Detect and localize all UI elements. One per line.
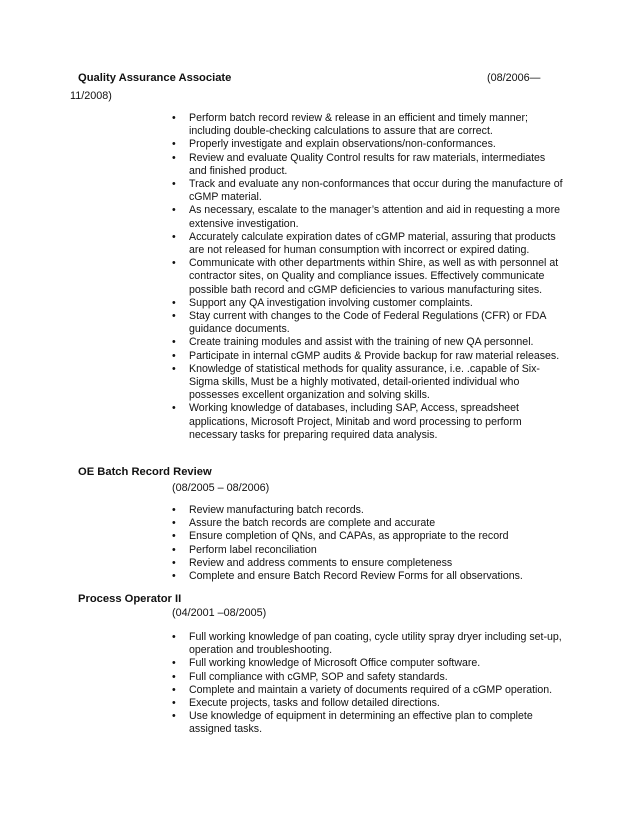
list-item: • Assure the batch records are complete and accurate	[172, 517, 564, 530]
list-item: • As necessary, escalate to the manager’s attention and aid in requesting a more extensive investigation.	[172, 204, 564, 230]
list-item: • Review manufacturing batch records.	[172, 504, 564, 517]
list-item: • Review and address comments to ensure completeness	[172, 557, 564, 570]
list-item: • Properly investigate and explain observations/non-conformances.	[172, 138, 564, 151]
job-date-start: (08/2006—	[487, 72, 541, 84]
list-item: • Perform label reconciliation	[172, 544, 564, 557]
list-item: • Execute projects, tasks and follow detailed directions.	[172, 697, 564, 710]
list-item: • Perform batch record review & release in an efficient and timely manner; including double-checking calculations to assure that are correct.	[172, 112, 564, 138]
job-bullets-process-operator	[172, 631, 564, 737]
job-title-process-operator: Process Operator II	[78, 593, 182, 605]
job-date-range: (04/2001 –08/2005)	[172, 607, 267, 619]
list-item: • Ensure completion of QNs, and CAPAs, as appropriate to the record	[172, 530, 564, 543]
list-item: • Create training modules and assist with the training of new QA personnel.	[172, 336, 564, 349]
job-date-end: 11/2008)	[70, 90, 112, 102]
list-item: • Full compliance with cGMP, SOP and safety standards.	[172, 671, 564, 684]
list-item: • Communicate with other departments within Shire, as well as with personnel at contractor sites, on Quality and compliance issues. Effectively communicate possible bath record and cGMP deficiencies to various manufacturing sites.	[172, 257, 564, 297]
job-date-range: (08/2005 – 08/2006)	[172, 482, 270, 494]
list-item: • Stay current with changes to the Code of Federal Regulations (CFR) or FDA guidance documents.	[172, 310, 564, 336]
list-item: • Participate in internal cGMP audits & Provide backup for raw material releases.	[172, 350, 564, 363]
list-item: • Review and evaluate Quality Control results for raw materials, intermediates and finished product.	[172, 152, 564, 178]
job-bullets-qa-associate	[172, 112, 564, 442]
list-item: • Track and evaluate any non-conformances that occur during the manufacture of cGMP material.	[172, 178, 564, 204]
list-item: • Full working knowledge of Microsoft Office computer software.	[172, 657, 564, 670]
list-item: • Knowledge of statistical methods for quality assurance, i.e. .capable of Six-Sigma skills, Must be a highly motivated, detail-oriented individual who possesses excellent organization and solving skills.	[172, 363, 564, 403]
list-item: • Use knowledge of equipment in determining an effective plan to complete assigned tasks.	[172, 710, 564, 736]
list-item: • Accurately calculate expiration dates of cGMP material, assuring that products are not released for human consumption with incorrect or expired dating.	[172, 231, 564, 257]
list-item: • Working knowledge of databases, including SAP, Access, spreadsheet applications, Microsoft Project, Minitab and word processing to perform necessary tasks for preparing required data analysis.	[172, 402, 564, 442]
job-title-oe-batch-record-review: OE Batch Record Review	[78, 466, 212, 478]
list-item: • Full working knowledge of pan coating, cycle utility spray dryer including set-up, operation and troubleshooting.	[172, 631, 564, 657]
list-item: • Support any QA investigation involving customer complaints.	[172, 297, 564, 310]
job-bullets-oe-batch-record-review	[172, 504, 564, 583]
job-title-qa-associate: Quality Assurance Associate	[78, 72, 232, 84]
list-item: • Complete and ensure Batch Record Review Forms for all observations.	[172, 570, 564, 583]
list-item: • Complete and maintain a variety of documents required of a cGMP operation.	[172, 684, 564, 697]
